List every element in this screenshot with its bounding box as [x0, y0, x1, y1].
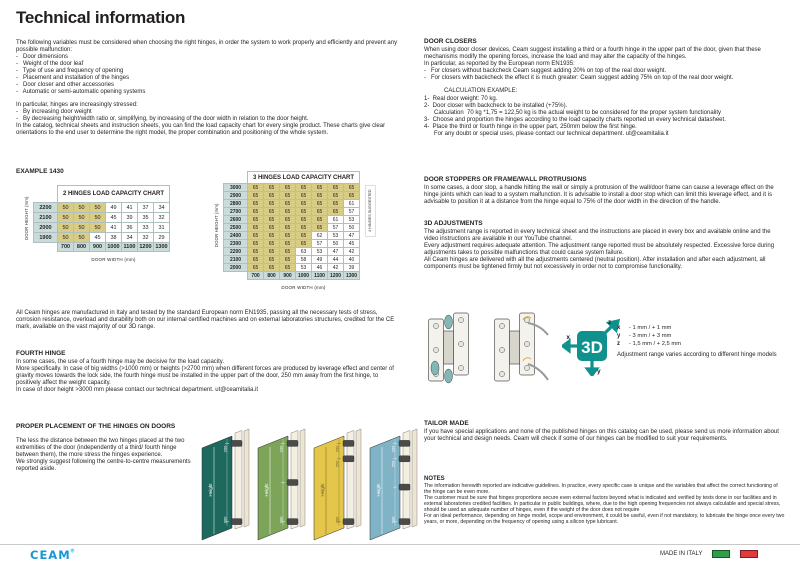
- capacity-value-cell: 65: [328, 200, 344, 208]
- fourth-hinge-paragraph: More specifically. In case of big widths (>1000 mm) or heights (>2700 mm) when different forces are produced by leverage effect and center of gravity moves towards the lock side, the fourth hinge must be installed in the upper part of the door, 250 mm away from the first hinge, to positively affect the weight capacity.: [16, 366, 396, 386]
- capacity-value-cell: 65: [248, 232, 264, 240]
- capacity-value-cell: 65: [264, 208, 280, 216]
- capacity-value-cell: 65: [248, 216, 264, 224]
- intro-bullet: - By increasing door weight: [16, 109, 92, 115]
- capacity-value-cell: 65: [328, 192, 344, 200]
- fourth-hinge-paragraph: In case of door height >3000 mm please contact our technical department. ut@ceamitalia.it: [16, 387, 259, 393]
- capacity-value-cell: 65: [248, 184, 264, 192]
- capacity-value-cell: 50: [74, 223, 90, 233]
- capacity-value-cell: 65: [248, 248, 264, 256]
- capacity-value-cell: 65: [248, 256, 264, 264]
- intro-bullet: - Automatic or semi-automatic opening systems: [16, 89, 146, 95]
- capacity-value-cell: 45: [106, 213, 122, 223]
- door-height-cell: 2700: [224, 208, 248, 216]
- door-height-cell: 2400: [224, 232, 248, 240]
- capacity-value-cell: 49: [106, 203, 122, 213]
- capacity-chart-title: 2 HINGES LOAD CAPACITY CHART: [58, 186, 170, 203]
- capacity-value-cell: 36: [122, 223, 138, 233]
- capacity-value-cell: 61: [328, 216, 344, 224]
- door-height-cell: 2800: [224, 200, 248, 208]
- height-dimension-label: Height: [320, 483, 325, 497]
- intro-paragraph-1: The following variables must be considered when choosing the right hinges, in order the system to work properly and efficiently and prevent any possible malfunction:: [16, 40, 399, 53]
- door-width-cell: 800: [264, 272, 280, 280]
- capacity-value-cell: 65: [296, 184, 312, 192]
- tailor-made-paragraph: If you have special applications and none of the published hinges on this catalog can be used, please send us more information about your technical and design needs. Ceam will check if some of our hinges can be modified to suit your requirements.: [424, 429, 781, 442]
- capacity-value-cell: 53: [296, 264, 312, 272]
- intro-bullet-list: [16, 54, 400, 96]
- capacity-value-cell: 45: [344, 240, 360, 248]
- 3d-adjustments-heading: 3D ADJUSTMENTS: [424, 220, 483, 227]
- capacity-value-cell: 57: [344, 208, 360, 216]
- capacity-value-cell: 65: [264, 184, 280, 192]
- capacity-value-cell: 65: [328, 184, 344, 192]
- capacity-value-cell: 50: [58, 233, 74, 243]
- capacity-value-cell: 50: [74, 213, 90, 223]
- calculation-step: 1- Real door weight: 70 kg.: [424, 96, 498, 102]
- hinge: [287, 519, 298, 525]
- capacity-value-cell: 50: [90, 203, 106, 213]
- capacity-value-cell: 65: [312, 216, 328, 224]
- door-width-cell: 900: [280, 272, 296, 280]
- capacity-chart-2-hinges: [24, 185, 170, 262]
- capacity-value-cell: 65: [296, 232, 312, 240]
- hinge-adjustment-figure: [424, 306, 786, 416]
- capacity-value-cell: 65: [280, 264, 296, 272]
- capacity-value-cell: 42: [344, 248, 360, 256]
- capacity-value-cell: 33: [138, 223, 154, 233]
- capacity-value-cell: 65: [312, 192, 328, 200]
- proper-placement-paragraph: The less the distance between the two hinges placed at the two extremities of the door (independently of a third/ fourth hinge between them), the more stress the hinges experience.: [16, 438, 187, 458]
- z-range: - 1,5 mm / + 2,5 mm: [629, 341, 682, 347]
- notes-paragraph: The information herewith reported are indicative guidelines. In practice, every specific case is unique and the variables that affect the correct functioning of the hinge can be even more.: [424, 483, 780, 495]
- capacity-value-cell: 65: [264, 264, 280, 272]
- door-height-axis-label: DOOR HEIGHT (mm): [214, 203, 219, 248]
- capacity-value-cell: 57: [312, 240, 328, 248]
- section-fourth-hinge: [16, 350, 400, 394]
- intro-paragraph-3: In the catalog, technical sheets and instruction sheets, you can find the load capacity chart for every single product. These charts give clear orientations to the end user to determine the right model, the proper combination and positioning of the whole system.: [16, 123, 387, 136]
- fourth-hinge-paragraph: In some cases, the use of a fourth hinge may be decisive for the load capacity.: [16, 359, 225, 365]
- fourth-hinge-heading: FOURTH HINGE: [16, 350, 66, 357]
- capacity-chart-3-hinges: [214, 171, 373, 290]
- capacity-value-cell: 44: [328, 256, 344, 264]
- hinge-drawing-adjusting: [492, 310, 554, 388]
- z-axis-letter: z: [608, 319, 612, 326]
- calculation-step: Calculation 70 kg *1,75 = 122,50 kg is the actual weight to be considered for the proper system functionality: [424, 110, 722, 116]
- capacity-value-cell: 49: [312, 256, 328, 264]
- notes-heading: NOTES: [424, 476, 445, 482]
- capacity-value-cell: 32: [154, 213, 170, 223]
- calculation-example-heading: CALCULATION EXAMPLE:: [444, 88, 518, 94]
- capacity-value-cell: 39: [122, 213, 138, 223]
- capacity-value-cell: 65: [248, 192, 264, 200]
- door-panel: [258, 436, 288, 540]
- hinge: [343, 519, 354, 525]
- capacity-value-cell: 65: [280, 192, 296, 200]
- calculation-step: 3- Choose and proportion the hinges according to the load capacity charts reported un every technical datasheet.: [424, 117, 726, 123]
- capacity-value-cell: 65: [248, 264, 264, 272]
- section-door-stoppers: [424, 176, 786, 206]
- capacity-value-cell: 65: [280, 248, 296, 256]
- door-width-cell: 800: [74, 243, 90, 252]
- door-height-cell: 2100: [224, 256, 248, 264]
- capacity-value-cell: 65: [280, 256, 296, 264]
- capacity-value-cell: 65: [248, 208, 264, 216]
- section-proper-placement: [16, 423, 194, 473]
- page-title: Technical information: [16, 8, 186, 27]
- capacity-value-cell: 65: [264, 232, 280, 240]
- capacity-value-cell: 65: [280, 232, 296, 240]
- y-axis-letter: y: [597, 368, 601, 375]
- height-dimension-label: Height: [376, 483, 381, 497]
- hinge: [343, 456, 354, 462]
- adjustment-y-row: [617, 332, 777, 340]
- door-diagram-2-hinges: [198, 424, 252, 546]
- italy-flag-green-swatch: [712, 550, 730, 558]
- capacity-value-cell: 65: [296, 200, 312, 208]
- example-heading: EXAMPLE 1430: [16, 168, 64, 175]
- made-in-italy: [660, 550, 758, 558]
- notes-paragraph: The customer must be sure that hinges proportions secure even external factors beyond what is indicated and verified by tests done in our facilities and in external laboratories credited facilities. In particular in public buildings, where, due to the high opening frequencies not always calculable and special stress, should be used an adequate number of hinges, even if the weight of the door does not require: [424, 495, 782, 513]
- capacity-value-cell: 65: [296, 224, 312, 232]
- intro-bullet: - Placement and installation of the hinges: [16, 75, 130, 81]
- svg-text:200: 200: [222, 516, 228, 524]
- capacity-value-cell: 65: [312, 208, 328, 216]
- capacity-value-cell: 65: [280, 240, 296, 248]
- capacity-value-cell: 50: [328, 240, 344, 248]
- door-stoppers-heading: DOOR STOPPERS OR FRAME/WALL PROTRUSIONS: [424, 176, 587, 183]
- capacity-value-cell: 65: [312, 200, 328, 208]
- svg-text:200: 200: [278, 516, 284, 524]
- capacity-value-cell: 50: [58, 213, 74, 223]
- intro-bullet-list-2: [16, 109, 400, 123]
- hinge: [399, 519, 410, 525]
- notes-paragraph: For an ideal performance, depending on hinge model, scope and environment, it could be useful, even if not mandatory, to lubricate the hinge once every two years, or more, depending on the frequency of opening using a silicon type lubricant.: [424, 513, 786, 525]
- capacity-value-cell: 46: [312, 264, 328, 272]
- capacity-value-cell: 45: [90, 233, 106, 243]
- adjustment-caption: Adjustment range varies according to different hinge models: [617, 352, 777, 358]
- door-height-cell: 2500: [224, 224, 248, 232]
- capacity-value-cell: 39: [344, 264, 360, 272]
- capacity-value-cell: 50: [90, 223, 106, 233]
- door-width-cell: 1100: [122, 243, 138, 252]
- door-height-cell: 2200: [34, 203, 58, 213]
- capacity-value-cell: 65: [312, 224, 328, 232]
- door-height-cell: 2000: [224, 264, 248, 272]
- capacity-value-cell: 37: [138, 203, 154, 213]
- 3d-adjustments-paragraph: Every adjustment requires adequate attention. The adjustment range reported must be absolutely respected. Excessive force during adjustments takes to possible malfunctions that could cause system failure.: [424, 243, 776, 256]
- capacity-value-cell: 50: [90, 213, 106, 223]
- door-height-cell: 3000: [224, 184, 248, 192]
- svg-text:200: 200: [334, 445, 340, 453]
- hinge: [231, 440, 242, 446]
- 3d-adjustments-paragraph: All Ceam hinges are delivered with all the adjustments centered (neutral position). After installation and after each adjustment, all components must be tightened firmly but not excessively in order not to compromise functionality.: [424, 257, 768, 270]
- capacity-value-cell: 47: [328, 248, 344, 256]
- door-width-cell: 1100: [312, 272, 328, 280]
- capacity-value-cell: 65: [264, 256, 280, 264]
- door-stoppers-paragraph: In some cases, a door stop, a handle hitting the wall or simply a protrusion of the wall/door frame can cause a leverage effect on the hinge joints which can lead to a system malfunction. It is advisable to install a door stop which can limit this leverage effect, and it is advisable to position it at a distance from the hinge equal to 75% of the door width in the direction of the handle.: [424, 185, 776, 205]
- 3d-logo: [562, 318, 620, 376]
- hinge: [343, 440, 354, 446]
- section-notes: [424, 476, 786, 525]
- italy-flag-red-swatch: [740, 550, 758, 558]
- door-panel: [314, 436, 344, 540]
- calculation-step: 4- Place the third or fourth hinge in the upper part, 250mm below the first hinge.: [424, 124, 637, 130]
- tailor-made-heading: TAILOR MADE: [424, 420, 469, 427]
- door-hinge-placement-diagrams: [198, 424, 420, 546]
- four-hinges-suggested-note: 4 HINGES SUGGESTED: [365, 185, 376, 237]
- door-diagram-3-hinges: [310, 424, 364, 546]
- door-height-cell: 2100: [34, 213, 58, 223]
- hinge: [287, 440, 298, 446]
- capacity-value-cell: 29: [154, 233, 170, 243]
- capacity-value-cell: 50: [74, 233, 90, 243]
- adjustment-x-row: [617, 324, 777, 332]
- capacity-value-cell: 65: [328, 208, 344, 216]
- door-width-cell: 1200: [139, 244, 152, 250]
- svg-text:250: 250: [390, 460, 396, 468]
- door-width-cell: 1000: [107, 244, 120, 250]
- door-width-cell: 700: [248, 272, 264, 280]
- x-letter: x: [617, 325, 621, 331]
- capacity-value-cell: 65: [296, 208, 312, 216]
- svg-text:200: 200: [334, 516, 340, 524]
- capacity-value-cell: 53: [328, 232, 344, 240]
- hinge-drawing-capped: [426, 310, 472, 388]
- capacity-value-cell: 65: [248, 200, 264, 208]
- door-panel: [370, 436, 400, 540]
- made-in-italy-label: MADE IN ITALY: [660, 551, 703, 557]
- capacity-value-cell: 41: [106, 223, 122, 233]
- door-height-axis-label: DOOR HEIGHT (mm): [24, 196, 29, 241]
- door-closers-paragraph: When using door closer devices, Ceam suggest installing a third or a fourth hinge in the upper part of the door, given that these mechanisms modify the opening forces, increase the load and may alter the capacity of the hinges.: [424, 47, 763, 60]
- door-height-cell: 2900: [224, 192, 248, 200]
- capacity-value-cell: 65: [280, 200, 296, 208]
- door-panel: [202, 436, 232, 540]
- capacity-value-cell: 65: [296, 192, 312, 200]
- capacity-value-cell: 61: [344, 200, 360, 208]
- intro-bullet: - Door dimensions: [16, 54, 69, 60]
- capacity-value-cell: 34: [122, 233, 138, 243]
- calculation-step: For any doubt or special uses, please contact our technical department. ut@ceamitalia.it: [424, 131, 669, 137]
- ceam-logo: [30, 546, 74, 564]
- door-closers-bullet: - For closers with backcheck the effect it is much greater: Ceam suggest adding 75% on top of the real door weight.: [424, 75, 734, 81]
- section-tailor-made: [424, 420, 786, 443]
- height-dimension-label: Height: [208, 483, 213, 497]
- svg-text:200: 200: [390, 445, 396, 453]
- svg-text:200: 200: [390, 516, 396, 524]
- door-width-cell: 900: [90, 243, 106, 252]
- capacity-value-cell: 53: [344, 216, 360, 224]
- proper-placement-heading: PROPER PLACEMENT OF THE HINGES ON DOORS: [16, 423, 176, 430]
- capacity-value-cell: 65: [248, 240, 264, 248]
- ceam-logo-text: CEAM: [30, 548, 71, 562]
- capacity-value-cell: 41: [122, 203, 138, 213]
- capacity-value-cell: 65: [312, 184, 328, 192]
- door-width-cell: 1300: [344, 272, 360, 280]
- capacity-value-cell: 42: [328, 264, 344, 272]
- 3d-logo-text: 3D: [581, 338, 603, 357]
- load-capacity-table: [223, 171, 360, 280]
- capacity-value-cell: 40: [344, 256, 360, 264]
- capacity-value-cell: 65: [264, 224, 280, 232]
- capacity-value-cell: 34: [154, 203, 170, 213]
- door-closers-bullet: - For closers without backcheck Ceam suggest adding 20% on top of the real door weight.: [424, 68, 667, 74]
- capacity-value-cell: 38: [106, 233, 122, 243]
- intro-paragraph-2: In particular, hinges are increasingly stressed:: [16, 102, 138, 108]
- door-height-cell: 2300: [224, 240, 248, 248]
- svg-text:200: 200: [222, 445, 228, 453]
- capacity-value-cell: 47: [344, 232, 360, 240]
- intro-bullet: - Weight of the door leaf: [16, 61, 84, 67]
- capacity-value-cell: 65: [264, 248, 280, 256]
- capacity-value-cell: 65: [280, 216, 296, 224]
- hinge: [399, 440, 410, 446]
- door-diagram-3-hinges: [254, 424, 308, 546]
- capacity-value-cell: 65: [264, 216, 280, 224]
- y-letter: y: [617, 333, 621, 339]
- x-range: - 1 mm / + 1 mm: [629, 325, 672, 331]
- door-height-cell: 2000: [34, 223, 58, 233]
- capacity-value-cell: 65: [296, 216, 312, 224]
- svg-text:250: 250: [334, 460, 340, 468]
- capacity-value-cell: 58: [296, 256, 312, 264]
- door-closers-bullets: [424, 68, 786, 82]
- x-axis-letter: x: [566, 334, 570, 341]
- capacity-value-cell: 65: [264, 200, 280, 208]
- door-closers-paragraph: In particular, as reported by the European norm EN1935:: [424, 61, 575, 67]
- ceam-quality-paragraph: All Ceam hinges are manufactured in Italy and tested by the standard European norm EN1935, passing all the necessary tests of stress, corrosion resistance, overload and durability both on our internal certified machines and on external laboratories structures, credited for the CE mark, available on the vast majority of our 3D range.: [16, 310, 396, 330]
- calculation-step: 2- Door closer with backcheck to be installed (+75%).: [424, 103, 568, 109]
- capacity-value-cell: 65: [280, 184, 296, 192]
- intro-section: [16, 40, 400, 137]
- section-3d-adjustments: [424, 220, 786, 271]
- capacity-value-cell: 65: [344, 192, 360, 200]
- capacity-value-cell: 65: [264, 192, 280, 200]
- z-letter: z: [617, 341, 620, 347]
- door-height-cell: 1900: [34, 233, 58, 243]
- y-range: - 3 mm / + 3 mm: [629, 333, 672, 339]
- intro-bullet: - By decreasing height/width ratio or, simplifying, by increasing of the door width in relation to the door height.: [16, 116, 309, 122]
- capacity-value-cell: 31: [154, 223, 170, 233]
- intro-bullet: - Type of use and frequency of opening: [16, 68, 124, 74]
- capacity-value-cell: 57: [328, 224, 344, 232]
- capacity-chart-title: 3 HINGES LOAD CAPACITY CHART: [248, 172, 360, 184]
- door-closers-heading: DOOR CLOSERS: [424, 38, 477, 45]
- door-width-axis-label: DOOR WIDTH (mm): [281, 285, 326, 290]
- calculation-example-list: [424, 96, 786, 138]
- hinge: [231, 519, 242, 525]
- door-height-cell: 2200: [224, 248, 248, 256]
- proper-placement-paragraph: We strongly suggest following the centre-to-centre measurements reported aside.: [16, 459, 193, 472]
- section-door-closers: [424, 38, 786, 138]
- intro-bullet: - Door closer and other accessories: [16, 82, 115, 88]
- 3d-adjustments-paragraph: The adjustment range is reported in every technical sheet and the instructions are placed in every box and available online and the video instructions are available in our YouTube channel.: [424, 229, 773, 242]
- capacity-value-cell: 50: [344, 224, 360, 232]
- hinge: [287, 480, 298, 486]
- adjustment-range-legend: [617, 324, 777, 358]
- door-width-cell: 1200: [328, 272, 344, 280]
- footer-divider: [0, 544, 800, 545]
- capacity-value-cell: 50: [58, 223, 74, 233]
- door-width-cell: 1000: [296, 272, 312, 280]
- capacity-value-cell: 50: [58, 203, 74, 213]
- capacity-value-cell: 62: [312, 232, 328, 240]
- capacity-value-cell: 63: [296, 248, 312, 256]
- capacity-value-cell: 65: [296, 240, 312, 248]
- capacity-value-cell: 32: [138, 233, 154, 243]
- door-diagram-4-hinges: [366, 424, 420, 546]
- capacity-value-cell: 65: [248, 224, 264, 232]
- capacity-value-cell: 53: [312, 248, 328, 256]
- capacity-value-cell: 65: [264, 240, 280, 248]
- hinge: [399, 456, 410, 462]
- door-width-cell: 1300: [155, 244, 168, 250]
- height-dimension-label: Height: [264, 483, 269, 497]
- capacity-value-cell: 35: [138, 213, 154, 223]
- door-width-axis-label: DOOR WIDTH (mm): [91, 257, 136, 262]
- registered-mark: ®: [70, 548, 75, 555]
- svg-text:200: 200: [278, 445, 284, 453]
- door-height-cell: 2600: [224, 216, 248, 224]
- adjustment-z-row: [617, 340, 777, 348]
- capacity-value-cell: 50: [74, 203, 90, 213]
- hinge: [399, 484, 410, 490]
- load-capacity-table: [33, 185, 170, 252]
- door-width-cell: 700: [58, 243, 74, 252]
- capacity-value-cell: 65: [344, 184, 360, 192]
- capacity-value-cell: 65: [280, 224, 296, 232]
- capacity-value-cell: 65: [280, 208, 296, 216]
